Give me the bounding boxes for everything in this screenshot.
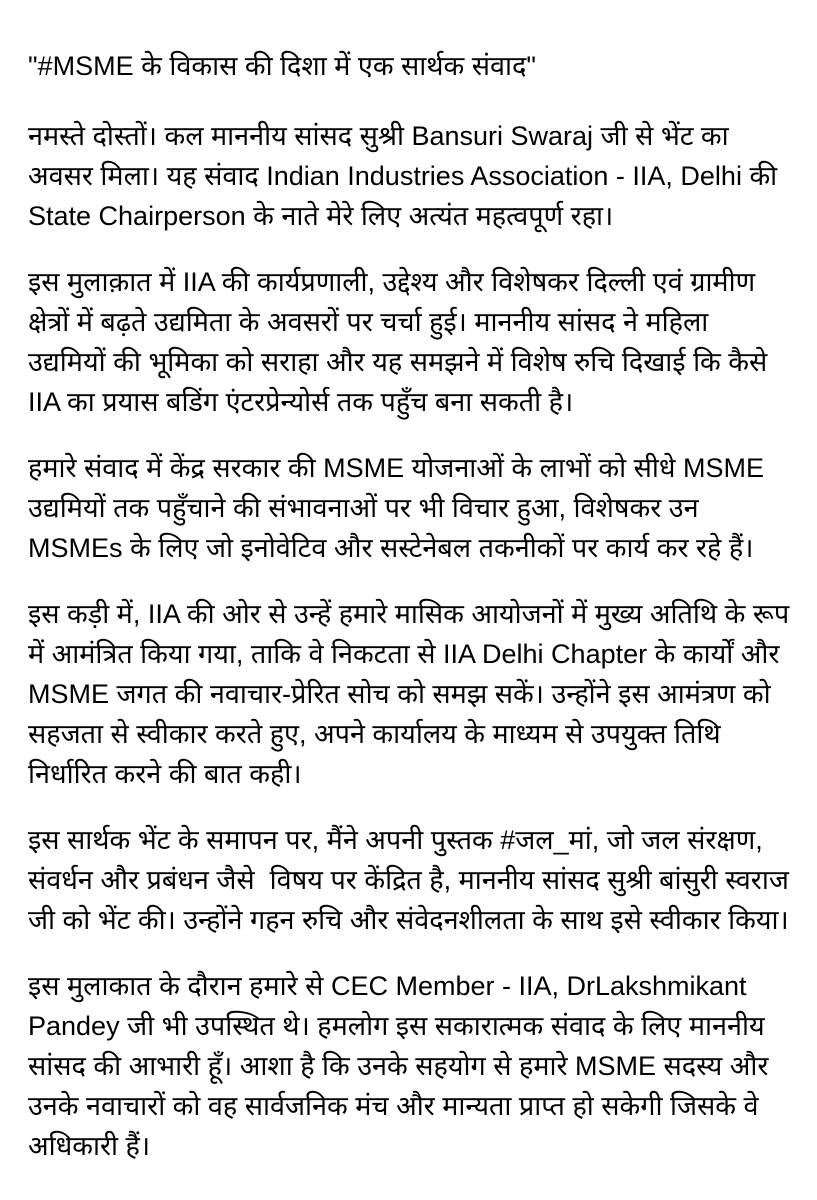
paragraph-gratitude: इस मुलाकात के दौरान हमारे से CEC Member - IIA, DrLakshmikant Pandey जी भी उपस्थित थे। हमलोग इस सकारात्मक संवाद के लिए माननीय सांसद की आभारी हूँ। आशा है कि उनके सहयोग से हमारे MSME सदस्य और उनके नवाचारों को वह सार्वजनिक मंच और मान्यता प्राप्त हो सकेगी जिसके वे अधिकारी हैं। [28, 971, 776, 1161]
paragraph-greeting: नमस्ते दोस्तों। कल माननीय सांसद सुश्री Bansuri Swaraj जी से भेंट का अवसर मिला। यह संवाद Indian Industries Association - IIA, Delhi की State Chairperson के नाते मेरे लिए अत्यंत महत्वपूर्ण रहा। [28, 121, 785, 231]
paragraph-book-gift: इस सार्थक भेंट के समापन पर, मैंने अपनी पुस्तक #जल_मां, जो जल संरक्षण, संवर्धन और प्रबंधन जैसे विषय पर केंद्रित है, माननीय सांसद सुश्री बांसुरी स्वराज जी को भेंट की। उन्होंने गहन रुचि और संवेदनशीलता के साथ इसे स्वीकार किया। [28, 825, 797, 935]
paragraph-meeting-discussion: इस मुलाक़ात में IIA की कार्यप्रणाली, उद्देश्य और विशेषकर दिल्ली एवं ग्रामीण क्षेत्रों में बढ़ते उद्यमिता के अवसरों पर चर्चा हुई। माननीय सांसद ने महिला उद्यमियों की भूमिका को सराहा और यह समझने में विशेष रुचि दिखाई कि कैसे IIA का प्रयास बडिंग एंटरप्रेन्योर्स तक पहुँच बना सकती है। [28, 267, 775, 417]
paragraph-invitation: इस कड़ी में, IIA की ओर से उन्हें हमारे मासिक आयोजनों में मुख्य अतिथि के रूप में आमंत्रित किया गया, ताकि वे निकटता से IIA Delhi Chapter के कार्यों और MSME जगत की नवाचार-प्रेरित सोच को समझ सकें। उन्होंने इस आमंत्रण को सहजता से स्वीकार करते हुए, अपने कार्यालय के माध्यम से उपयुक्त तिथि निर्धारित करने की बात कही। [28, 599, 797, 789]
post-title: "#MSME के विकास की दिशा में एक सार्थक संवाद" [28, 51, 536, 81]
paragraph-msme-schemes: हमारे संवाद में केंद्र सरकार की MSME योजनाओं के लाभों को सीधे MSME उद्यमियों तक पहुँचाने की संभावनाओं पर भी विचार हुआ, विशेषकर उन MSMEs के लिए जो इनोवेटिव और सस्टेनेबल तकनीकों पर कार्य कर रहे हैं। [28, 453, 772, 563]
